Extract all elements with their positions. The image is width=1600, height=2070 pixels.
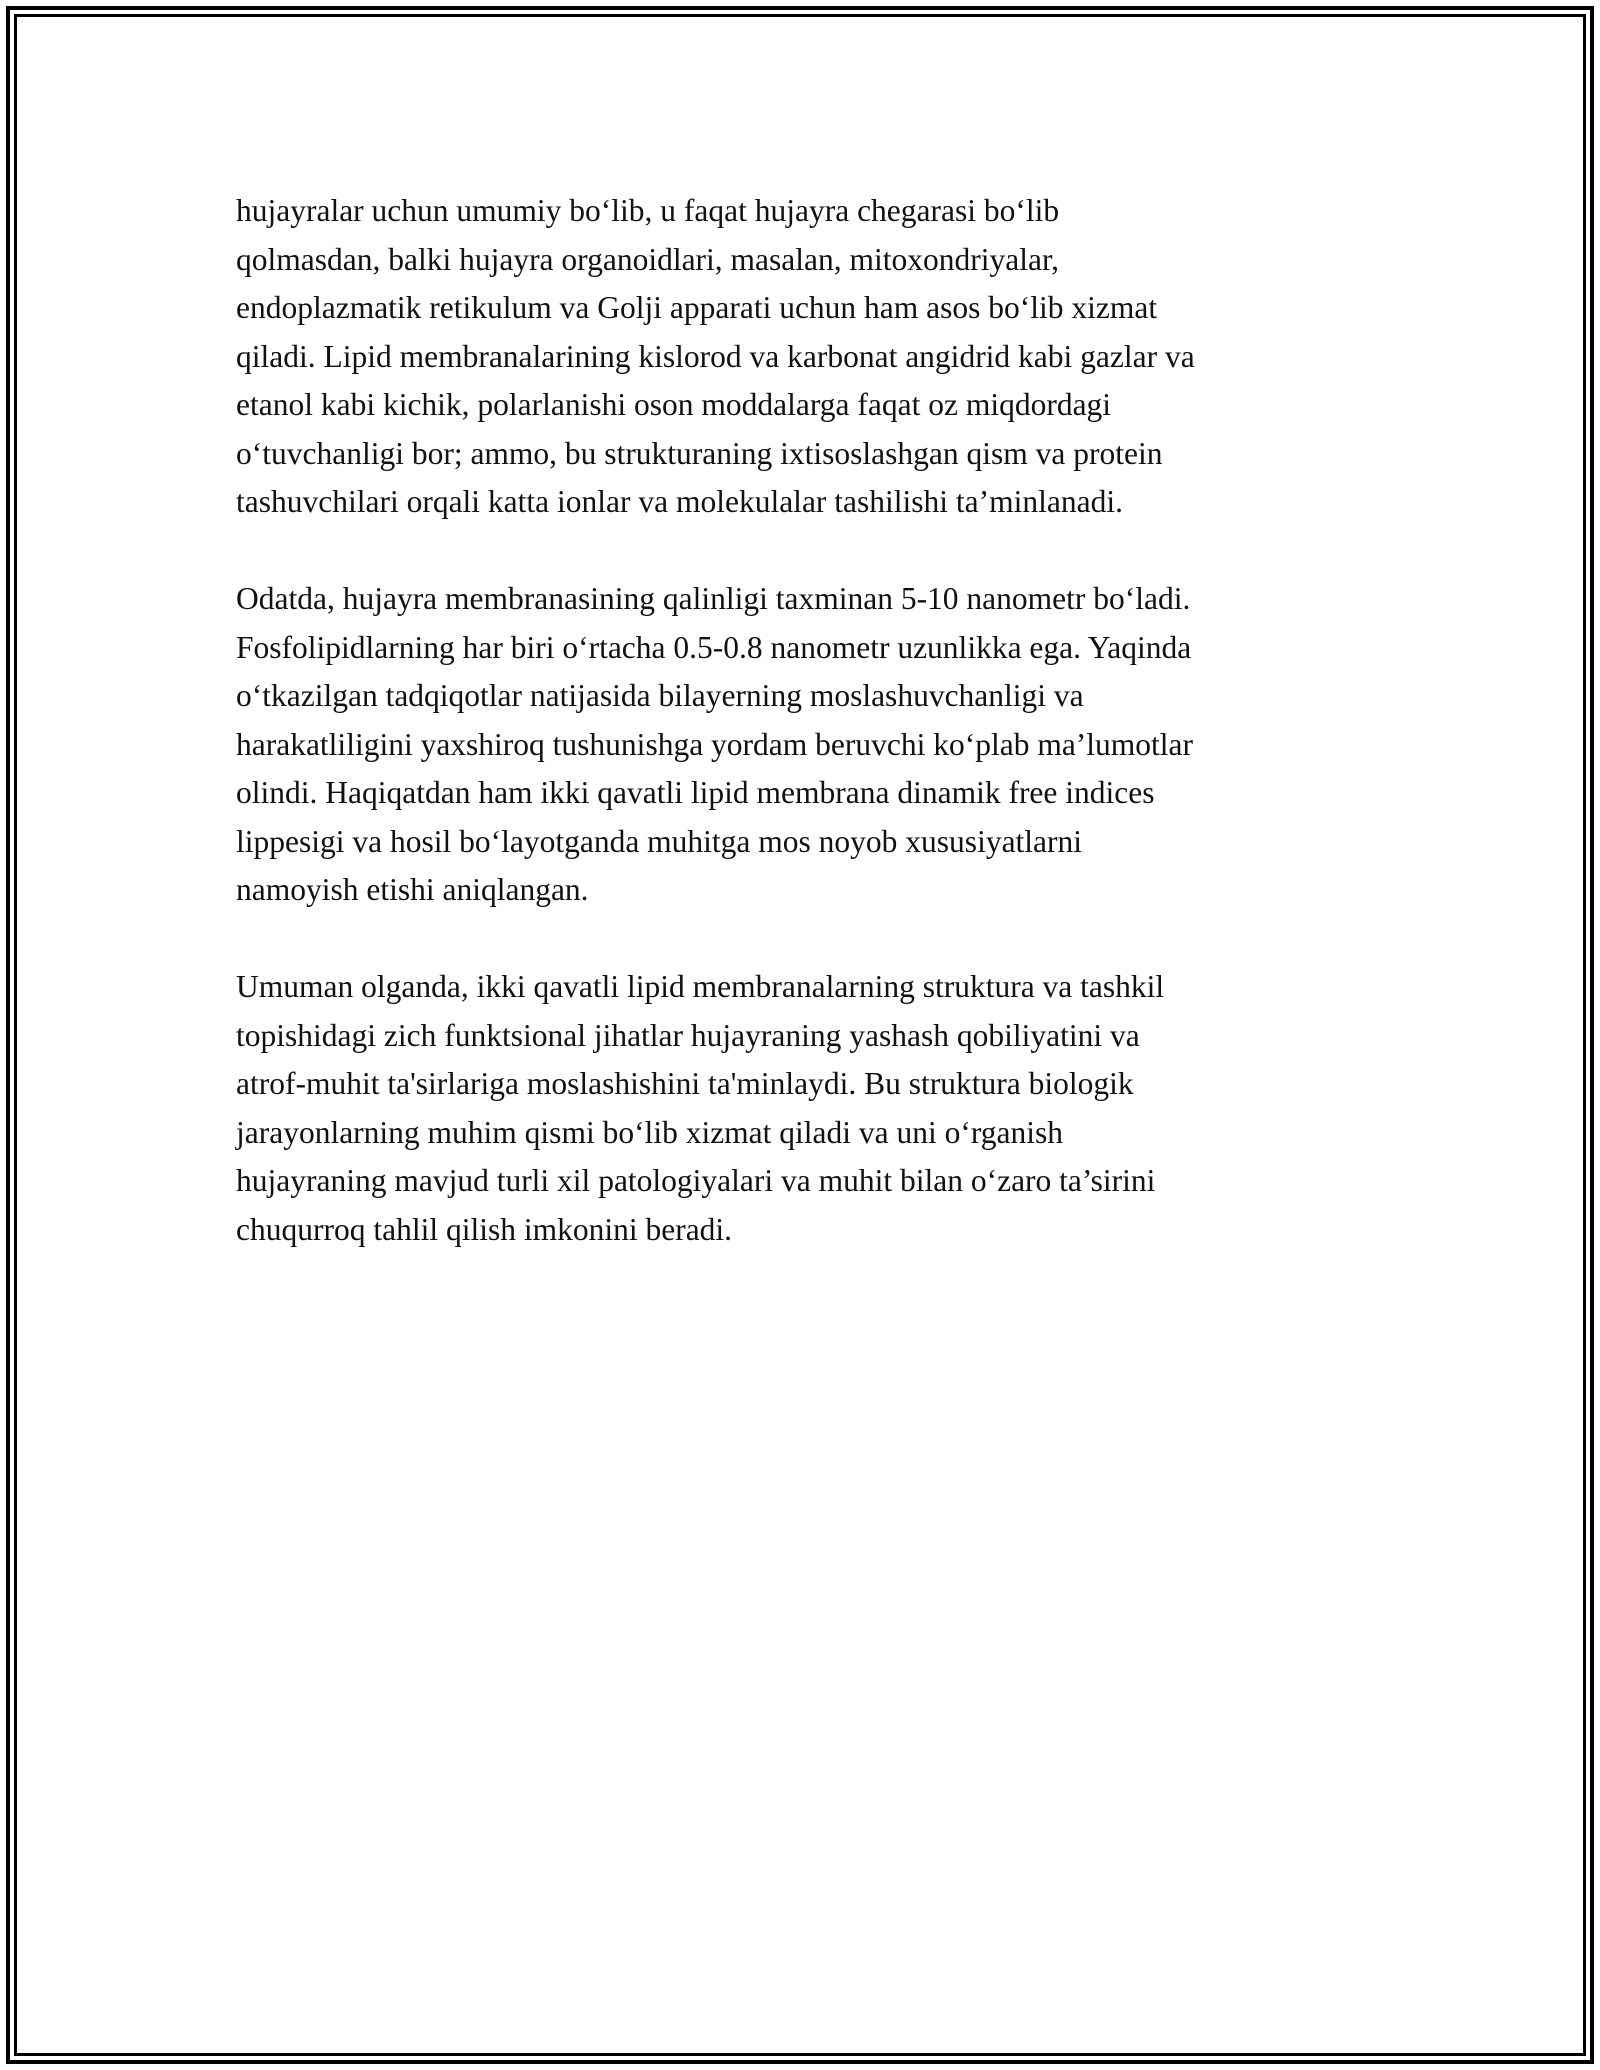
text-line: qolmasdan, balki hujayra organoidlari, masalan, mitoxondriyalar, <box>236 241 1060 277</box>
text-line: hujayraning mavjud turli xil patologiyalari va muhit bilan o‘zaro ta’sirini <box>236 1163 1156 1198</box>
text-line: topishidagi zich funktsional jihatlar hujayraning yashash qobiliyatini va <box>236 1017 1140 1053</box>
text-line: atrof-muhit ta'sirlariga moslashishini ta'minlaydi. Bu struktura biologik <box>236 1066 1134 1101</box>
text-line: Odatda, hujayra membranasining qalinligi taxminan 5-10 nanometr bo‘ladi. <box>236 581 1191 616</box>
paragraph-1 <box>236 187 1376 527</box>
text-line: tashuvchilari orqali katta ionlar va molekulalar tashilishi ta’minlanadi. <box>236 484 1123 519</box>
text-line: namoyish etishi aniqlangan. <box>236 872 589 907</box>
document-body <box>236 187 1376 1303</box>
text-line: Umuman olganda, ikki qavatli lipid membranalarning struktura va tashkil <box>236 969 1165 1004</box>
text-line: Fosfolipidlarning har biri o‘rtacha 0.5-0.8 nanometr uzunlikka ega. Yaqinda <box>236 629 1192 665</box>
paragraph-3 <box>236 963 1376 1254</box>
text-line: o‘tkazilgan tadqiqotlar natijasida bilayerning moslashuvchanligi va <box>236 678 1084 713</box>
text-line: chuqurroq tahlil qilish imkonini beradi. <box>236 1211 733 1247</box>
paragraph-2 <box>236 575 1376 915</box>
text-line: o‘tuvchanligi bor; ammo, bu strukturaning ixtisoslashgan qism va protein <box>236 435 1163 471</box>
text-line: etanol kabi kichik, polarlanishi oson moddalarga faqat oz miqdordagi <box>236 387 1112 422</box>
text-line: endoplazmatik retikulum va Golji apparati uchun ham asos bo‘lib xizmat <box>236 290 1158 325</box>
text-line: lippesigi va hosil bo‘layotganda muhitga mos noyob xususiyatlarni <box>236 823 1083 859</box>
text-line: olindi. Haqiqatdan ham ikki qavatli lipid membrana dinamik free indices <box>236 775 1155 810</box>
text-line: jarayonlarning muhim qismi bo‘lib xizmat qiladi va uni o‘rganish <box>236 1114 1064 1150</box>
text-line: hujayralar uchun umumiy bo‘lib, u faqat hujayra chegarasi bo‘lib <box>236 193 1060 228</box>
text-line: harakatliligini yaxshiroq tushunishga yordam beruvchi ko‘plab ma’lumotlar <box>236 726 1194 762</box>
text-line: qiladi. Lipid membranalarining kislorod va karbonat angidrid kabi gazlar va <box>236 338 1195 374</box>
